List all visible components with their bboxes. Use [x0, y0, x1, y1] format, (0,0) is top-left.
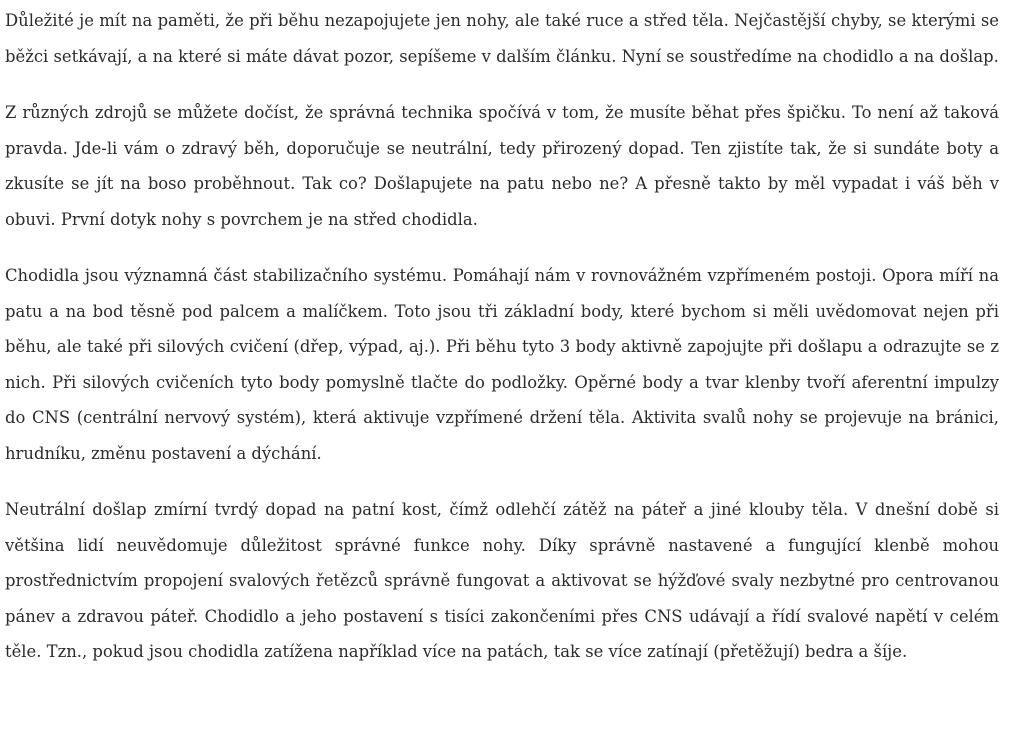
article-paragraph-4: Neutrální došlap zmírní tvrdý dopad na patní kost, čímž odlehčí zátěž na páteř a jiné klouby těla. V dnešní době si většina lidí neuvědomuje důležitost správné funkce nohy. Díky správně nastavené a fungující klenbě mohou prostřednictvím propojení svalových řetězců správně fungovat a aktivovat se hýžďové svaly nezbytné pro centrovanou pánev a zdravou páteř. Chodidlo a jeho postavení s tisíci zakončeními přes CNS udávají a řídí svalové napětí v celém těle. Tzn., pokud jsou chodidla zatížena například více na patách, tak se více zatínají (přetěžují) bedra a šíje. — [5, 500, 999, 661]
article-body — [5, 3, 999, 691]
article-paragraph-1: Důležité je mít na paměti, že při běhu nezapojujete jen nohy, ale také ruce a střed těla. Nejčastější chyby, se kterými se běžci setkávají, a na které si máte dávat pozor, sepíšeme v dalším článku. Nyní se soustředíme na chodidlo a na došlap. — [5, 11, 999, 66]
article-paragraph-2: Z různých zdrojů se můžete dočíst, že správná technika spočívá v tom, že musíte běhat přes špičku. To není až taková pravda. Jde-li vám o zdravý běh, doporučuje se neutrální, tedy přirozený dopad. Ten zjistíte tak, že si sundáte boty a zkusíte se jít na boso proběhnout. Tak co? Došlapujete na patu nebo ne? A přesně takto by měl vypadat i váš běh v obuvi. První dotyk nohy s povrchem je na střed chodidla. — [5, 103, 999, 229]
article-paragraph-3: Chodidla jsou významná část stabilizačního systému. Pomáhají nám v rovnovážném vzpřímeném postoji. Opora míří na patu a na bod těsně pod palcem a malíčkem. Toto jsou tři základní body, které bychom si měli uvědomovat nejen při běhu, ale také při silových cvičení (dřep, výpad, aj.). Při běhu tyto 3 body aktivně zapojujte při došlapu a odrazujte se z nich. Při silových cvičeních tyto body pomyslně tlačte do podložky. Opěrné body a tvar klenby tvoří aferentní impulzy do CNS (centrální nervový systém), která aktivuje vzpřímené držení těla. Aktivita svalů nohy se projevuje na bránici, hrudníku, změnu postavení a dýchání. — [5, 266, 999, 463]
